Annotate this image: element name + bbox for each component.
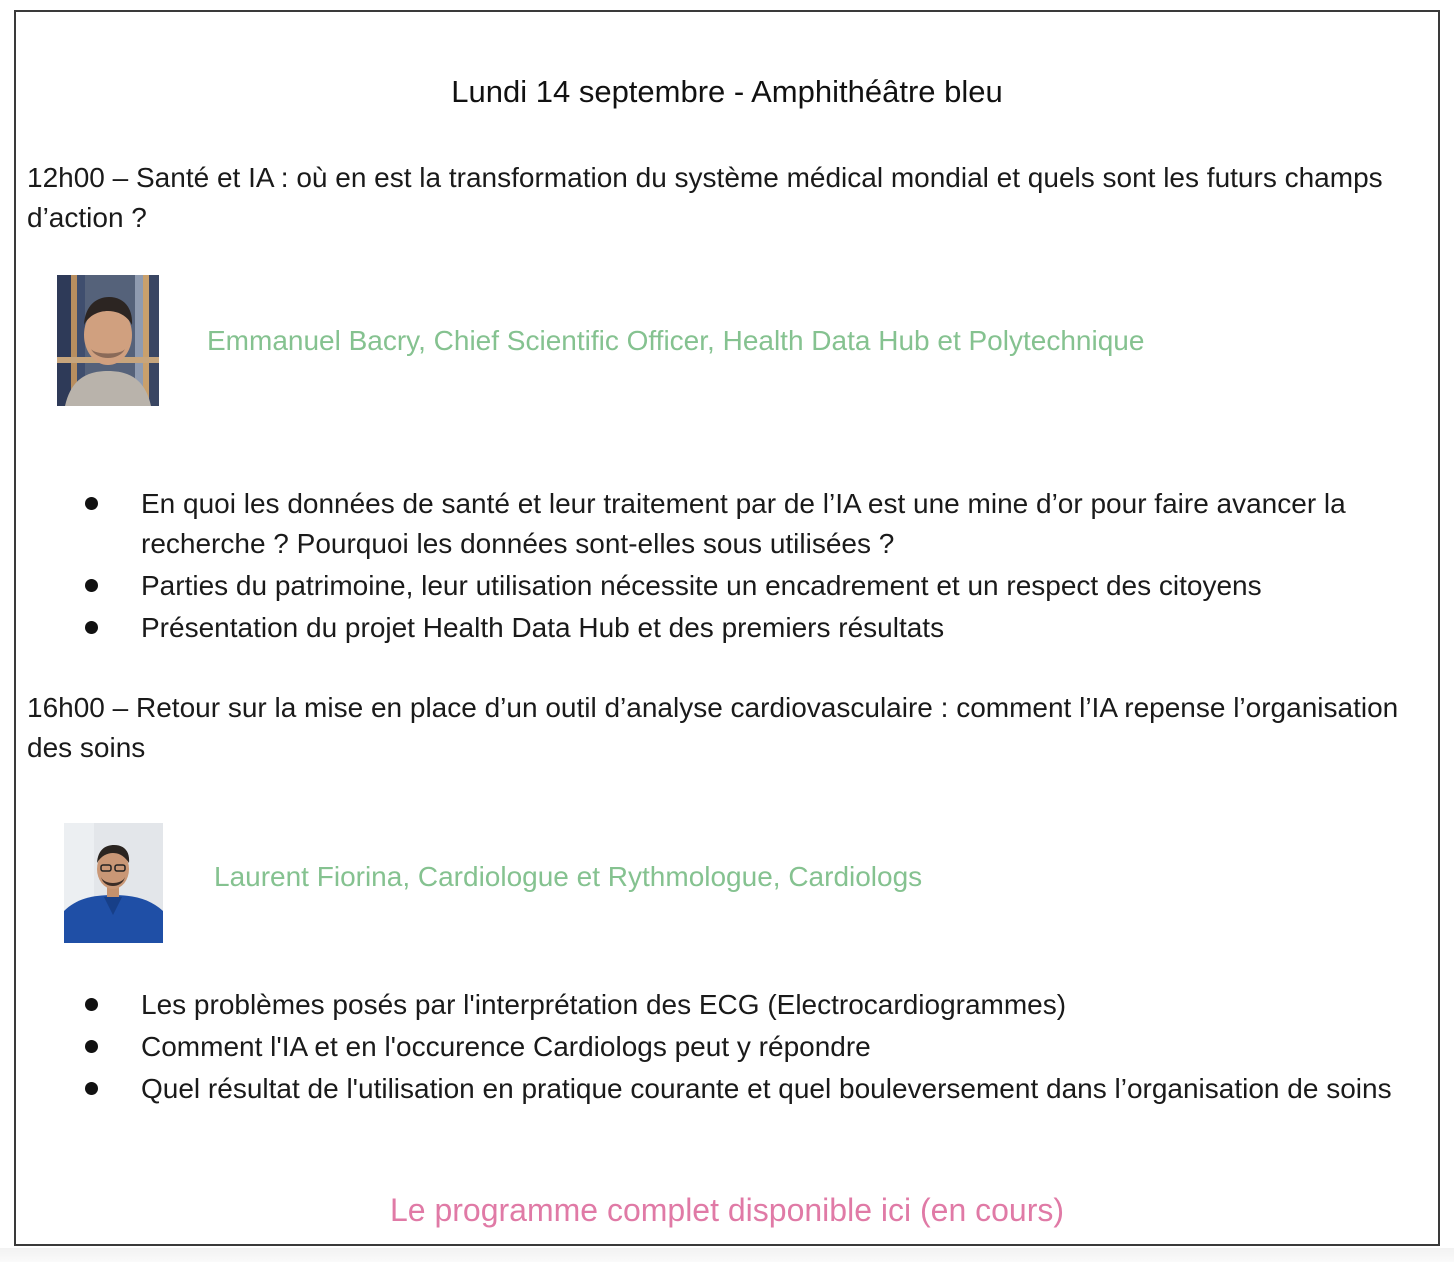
bottom-shade	[0, 1248, 1454, 1262]
speaker-photo-emmanuel-bacry	[57, 275, 159, 406]
session-title-2: 16h00 – Retour sur la mise en place d’un outil d’analyse cardiovasculaire : comment l’IA repense l’organisation des soins	[27, 692, 1399, 763]
session-2-topics	[0, 985, 1454, 1111]
list-item	[0, 985, 1454, 1025]
portrait-illustration	[57, 275, 159, 406]
session-title-1: 12h00 – Santé et IA : où en est la transformation du système médical mondial et quels sont les futurs champs d’action ?	[27, 162, 1383, 233]
bullet-text: Les problèmes posés par l'interprétation des ECG (Electrocardiogrammes)	[141, 989, 1067, 1020]
bullet-icon	[85, 497, 98, 510]
bullet-icon	[85, 579, 98, 592]
bullet-icon	[85, 1082, 98, 1095]
portrait-illustration	[64, 823, 163, 943]
bullet-text: Présentation du projet Health Data Hub et des premiers résultats	[141, 612, 945, 643]
full-program-link[interactable]: Le programme complet disponible ici (en cours)	[389, 1192, 1065, 1228]
bullet-icon	[85, 998, 98, 1011]
bullet-icon	[85, 621, 98, 634]
page-title: Lundi 14 septembre - Amphithéâtre bleu	[451, 74, 1003, 109]
list-item	[0, 608, 1454, 648]
list-item	[0, 566, 1454, 606]
list-item	[0, 1027, 1454, 1067]
bullet-text: En quoi les données de santé et leur traitement par de l’IA est une mine d’or pour faire avancer la recherche ? Pourquoi les données sont-elles sous utilisées ?	[141, 488, 1346, 559]
list-item	[0, 1069, 1454, 1109]
session-1-topics	[0, 484, 1454, 650]
speaker-name-2: Laurent Fiorina, Cardiologue et Rythmologue, Cardiologs	[214, 861, 923, 892]
bullet-text: Quel résultat de l'utilisation en pratique courante et quel bouleversement dans l’organisation de soins	[141, 1073, 1392, 1104]
list-item	[0, 484, 1454, 564]
bullet-text: Comment l'IA et en l'occurence Cardiologs peut y répondre	[141, 1031, 871, 1062]
bullet-icon	[85, 1040, 98, 1053]
speaker-name-1: Emmanuel Bacry, Chief Scientific Officer, Health Data Hub et Polytechnique	[207, 325, 1145, 356]
bullet-text: Parties du patrimoine, leur utilisation nécessite un encadrement et un respect des citoyens	[141, 570, 1262, 601]
speaker-photo-laurent-fiorina	[64, 823, 163, 943]
